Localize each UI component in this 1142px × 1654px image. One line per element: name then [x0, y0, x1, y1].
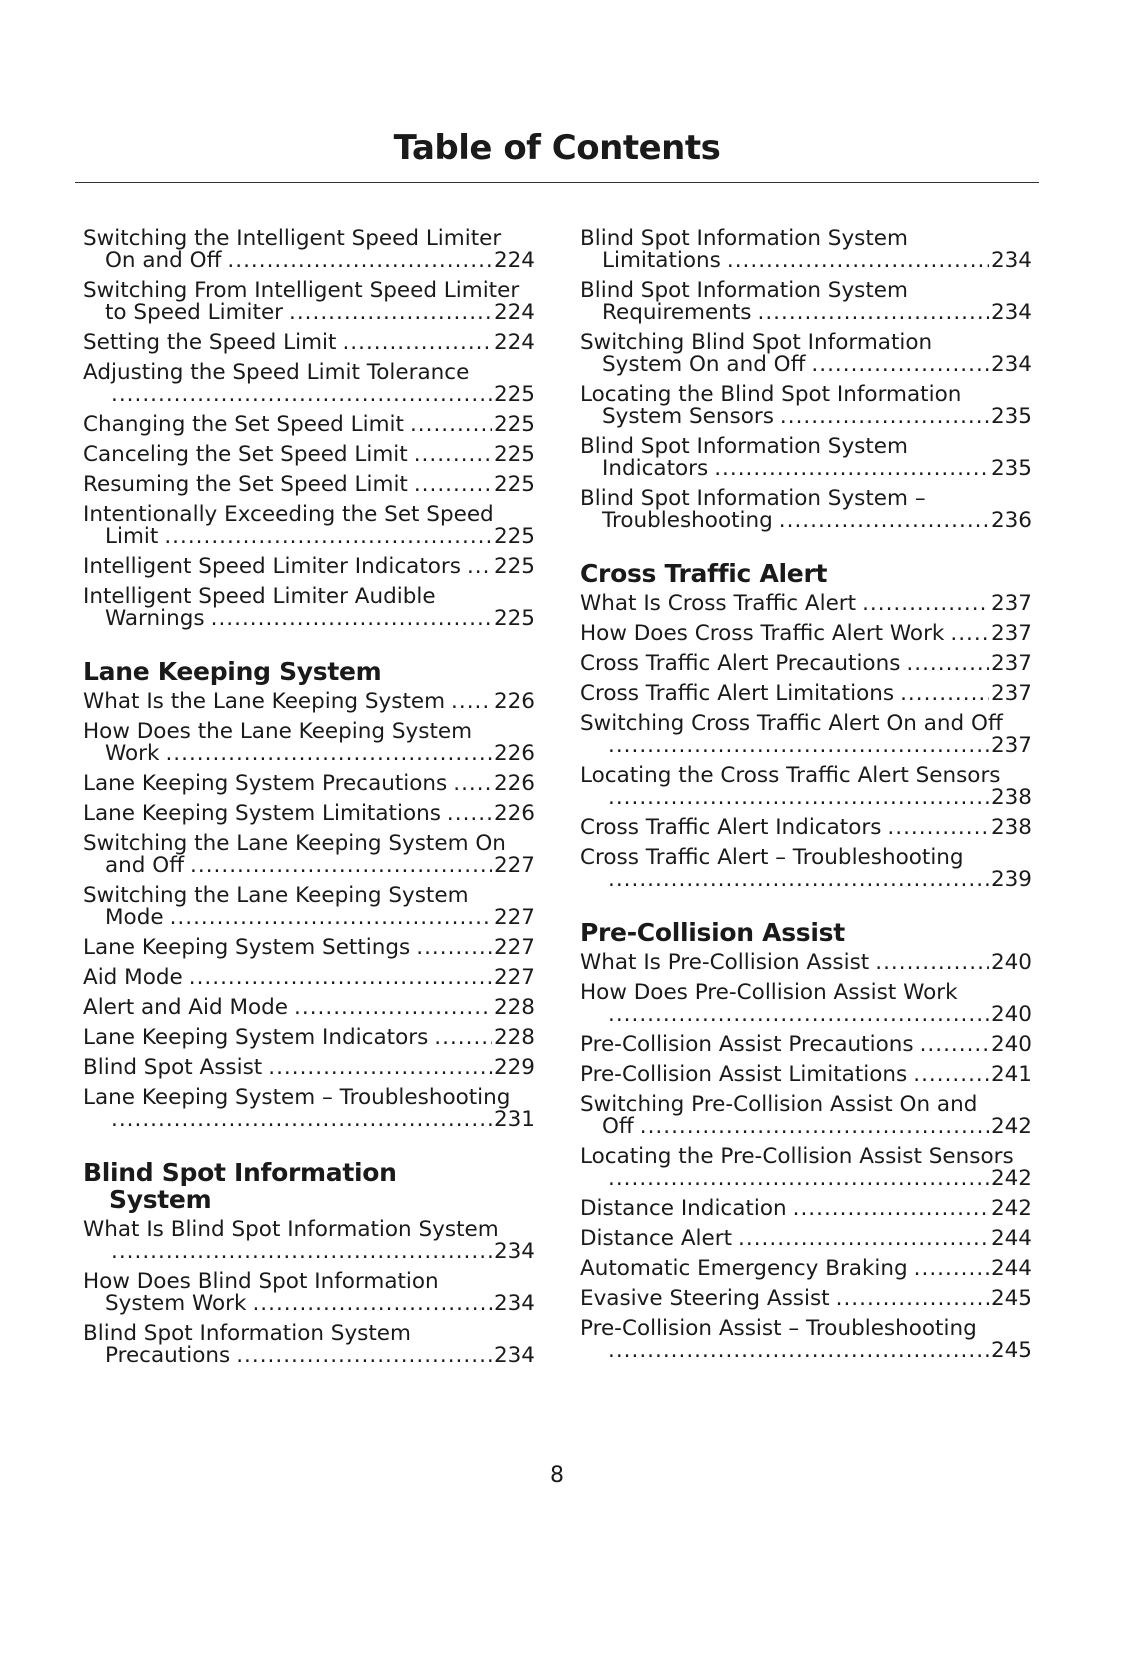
toc-entry-continuation — [580, 869, 1032, 891]
toc-entry[interactable] — [580, 713, 1032, 757]
toc-entry-title-continued: Work — [105, 741, 160, 766]
toc-entry[interactable] — [580, 1064, 1032, 1086]
toc-entry-title: Blind Spot Information System — [83, 1321, 411, 1346]
toc-entry-title: What Is Blind Spot Information System — [83, 1217, 499, 1242]
toc-entry-continuation — [580, 1004, 1032, 1026]
toc-entry-title: How Does the Lane Keeping System — [83, 719, 473, 744]
toc-entry[interactable] — [83, 362, 535, 406]
toc-entry-continuation — [580, 354, 1032, 376]
toc-entry-title-continued: System On and Off — [602, 352, 806, 377]
toc-entry-page: 225 — [493, 442, 535, 467]
toc-entry-title: Automatic Emergency Braking — [580, 1256, 908, 1281]
dot-leader — [757, 302, 988, 324]
dot-leader — [467, 556, 492, 578]
dot-leader — [170, 907, 492, 929]
toc-entry-page: 226 — [493, 801, 535, 826]
toc-entry-title: Switching the Intelligent Speed Limiter — [83, 226, 502, 251]
toc-entry-page: 235 — [990, 404, 1032, 429]
toc-entry[interactable] — [83, 1027, 535, 1049]
section-heading-lane-keeping: Lane Keeping System — [83, 657, 382, 686]
dot-leader — [906, 653, 989, 675]
toc-entry-page: 225 — [493, 412, 535, 437]
toc-entry-page: 245 — [990, 1338, 1032, 1363]
toc-entry-title: Lane Keeping System Settings — [83, 935, 411, 960]
title-divider — [75, 182, 1039, 183]
toc-entry-title: Lane Keeping System Precautions — [83, 771, 448, 796]
toc-entry-title: Switching Cross Traffic Alert On and Off — [580, 711, 1003, 736]
toc-entry[interactable] — [83, 332, 535, 354]
dot-leader — [608, 1340, 989, 1362]
toc-entry-page: 234 — [493, 1239, 535, 1264]
toc-entry-title: Intentionally Exceeding the Set Speed — [83, 502, 494, 527]
toc-entry-page: 225 — [493, 472, 535, 497]
toc-entry-page: 234 — [990, 352, 1032, 377]
toc-entry[interactable] — [83, 280, 535, 324]
toc-entry[interactable] — [83, 556, 535, 578]
toc-entry-title: Blind Spot Information System — [580, 226, 908, 251]
toc-entry[interactable] — [83, 721, 535, 765]
dot-leader — [793, 1198, 989, 1220]
toc-entry[interactable] — [580, 653, 1032, 675]
toc-entry-page: 237 — [990, 621, 1032, 646]
dot-leader — [211, 608, 492, 630]
toc-entry[interactable] — [580, 488, 1032, 532]
toc-entry-title: Blind Spot Information System — [580, 278, 908, 303]
toc-entry[interactable] — [580, 228, 1032, 272]
dot-leader — [780, 406, 989, 428]
toc-entry[interactable] — [580, 765, 1032, 809]
toc-entry[interactable] — [580, 1094, 1032, 1138]
toc-entry-continuation — [83, 743, 535, 765]
toc-entry-title-continued: System Sensors — [602, 404, 774, 429]
toc-entry[interactable] — [83, 967, 535, 989]
toc-entry-continuation — [83, 526, 535, 548]
toc-group — [580, 228, 1032, 532]
toc-entry[interactable] — [83, 803, 535, 825]
toc-entry[interactable] — [83, 691, 535, 713]
toc-entry-continuation — [83, 1345, 535, 1367]
toc-entry-title: Locating the Cross Traffic Alert Sensors — [580, 763, 1001, 788]
toc-entry-continuation — [580, 250, 1032, 272]
toc-entry-title: Canceling the Set Speed Limit — [83, 442, 408, 467]
dot-leader — [165, 743, 492, 765]
dot-leader — [608, 1004, 989, 1026]
toc-entry-continuation — [83, 1293, 535, 1315]
toc-entry-title-continued: System Work — [105, 1291, 247, 1316]
toc-entry-continuation — [580, 510, 1032, 532]
toc-entry-continuation — [580, 458, 1032, 480]
toc-entry-page: 226 — [493, 741, 535, 766]
toc-entry-page: 240 — [990, 950, 1032, 975]
toc-entry-title: Blind Spot Information System — [580, 434, 908, 459]
dot-leader — [608, 787, 989, 809]
dot-leader — [268, 1057, 492, 1079]
toc-entry-title-continued: Limit — [105, 524, 159, 549]
toc-group — [83, 228, 535, 630]
toc-entry-page: 242 — [990, 1114, 1032, 1139]
toc-entry[interactable] — [580, 683, 1032, 705]
dot-leader — [416, 937, 492, 959]
toc-entry-title-continued: and Off — [105, 853, 185, 878]
toc-entry[interactable] — [580, 280, 1032, 324]
toc-entry-page: 245 — [990, 1286, 1032, 1311]
toc-entry[interactable] — [83, 586, 535, 630]
dot-leader — [342, 332, 491, 354]
toc-column-left — [83, 228, 535, 1375]
toc-entry-title: Lane Keeping System Limitations — [83, 801, 441, 826]
dot-leader — [451, 691, 492, 713]
toc-entry[interactable] — [580, 1198, 1032, 1220]
toc-entry-page: 238 — [990, 785, 1032, 810]
toc-entry-title: Cross Traffic Alert Precautions — [580, 651, 901, 676]
toc-entry[interactable] — [580, 623, 1032, 645]
toc-entry[interactable] — [83, 474, 535, 496]
toc-entry[interactable] — [580, 1318, 1032, 1362]
dot-leader — [950, 623, 989, 645]
toc-entry-title: How Does Cross Traffic Alert Work — [580, 621, 945, 646]
toc-entry-page: 226 — [493, 771, 535, 796]
dot-leader — [714, 458, 989, 480]
toc-entry[interactable] — [83, 833, 535, 877]
toc-entry-page: 227 — [493, 935, 535, 960]
toc-entry[interactable] — [83, 1219, 535, 1263]
section-heading-pre-collision-assist: Pre-Collision Assist — [580, 918, 845, 947]
toc-entry-title: Intelligent Speed Limiter Audible — [83, 584, 436, 609]
toc-entry-title-continued: Limitations — [602, 248, 721, 273]
toc-entry-title: How Does Blind Spot Information — [83, 1269, 439, 1294]
dot-leader — [447, 803, 492, 825]
toc-entry-title-continued: Indicators — [602, 456, 709, 481]
toc-entry-page: 244 — [990, 1226, 1032, 1251]
toc-entry-page: 226 — [493, 689, 535, 714]
toc-entry-title: Cross Traffic Alert Indicators — [580, 815, 882, 840]
toc-entry-page: 224 — [493, 248, 535, 273]
toc-entry-continuation — [580, 302, 1032, 324]
dot-leader — [453, 773, 492, 795]
toc-entry[interactable] — [580, 1146, 1032, 1190]
toc-entry-title: Switching Pre-Collision Assist On and — [580, 1092, 978, 1117]
toc-entry[interactable] — [580, 384, 1032, 428]
toc-entry[interactable] — [83, 937, 535, 959]
toc-entry-page: 244 — [990, 1256, 1032, 1281]
dot-leader — [608, 869, 989, 891]
section-heading-cross-traffic-alert: Cross Traffic Alert — [580, 559, 828, 588]
toc-entry-title: Alert and Aid Mode — [83, 995, 289, 1020]
toc-entry-page: 235 — [990, 456, 1032, 481]
dot-leader — [738, 1228, 989, 1250]
toc-entry-continuation — [83, 1241, 535, 1263]
toc-entry-title-continued: to Speed Limiter — [105, 300, 284, 325]
toc-entry[interactable] — [83, 504, 535, 548]
toc-entry-title: Locating the Blind Spot Information — [580, 382, 962, 407]
toc-entry[interactable] — [580, 436, 1032, 480]
toc-entry-page: 231 — [493, 1107, 535, 1132]
toc-entry-page: 237 — [990, 681, 1032, 706]
toc-entry-title: Evasive Steering Assist — [580, 1286, 830, 1311]
toc-entry[interactable] — [83, 414, 535, 436]
toc-column-right — [580, 228, 1032, 1370]
toc-entry[interactable] — [580, 1258, 1032, 1280]
dot-leader — [189, 967, 492, 989]
toc-entry-continuation — [83, 907, 535, 929]
toc-entry-page: 240 — [990, 1032, 1032, 1057]
dot-leader — [608, 1168, 989, 1190]
toc-entry-continuation — [580, 735, 1032, 757]
toc-entry-continuation — [83, 608, 535, 630]
dot-leader — [111, 1109, 492, 1131]
dot-leader — [294, 997, 492, 1019]
toc-entry[interactable] — [83, 773, 535, 795]
toc-entry-page: 238 — [990, 815, 1032, 840]
dot-leader — [875, 952, 989, 974]
toc-group — [83, 691, 535, 1131]
toc-entry-page: 237 — [990, 733, 1032, 758]
toc-entry-title: Distance Indication — [580, 1196, 787, 1221]
toc-entry-title: Pre-Collision Assist Limitations — [580, 1062, 908, 1087]
dot-leader — [190, 855, 492, 877]
toc-entry-title: Locating the Pre-Collision Assist Sensors — [580, 1144, 1014, 1169]
toc-entry-title: Lane Keeping System – Troubleshooting — [83, 1085, 511, 1110]
toc-entry-title-continued: Warnings — [105, 606, 205, 631]
toc-entry-title: How Does Pre-Collision Assist Work — [580, 980, 958, 1005]
toc-entry-page: 237 — [990, 591, 1032, 616]
toc-entry-continuation — [580, 787, 1032, 809]
dot-leader — [608, 735, 989, 757]
toc-entry-title: Blind Spot Information System – — [580, 486, 926, 511]
toc-entry-continuation — [83, 1109, 535, 1131]
toc-entry-continuation — [580, 1340, 1032, 1362]
toc-entry[interactable] — [83, 1087, 535, 1131]
toc-entry[interactable] — [580, 1034, 1032, 1056]
toc-entry-title: Switching From Intelligent Speed Limiter — [83, 278, 520, 303]
dot-leader — [111, 1241, 492, 1263]
toc-entry-title: Switching the Lane Keeping System — [83, 883, 469, 908]
toc-entry[interactable] — [580, 593, 1032, 615]
dot-leader — [640, 1116, 989, 1138]
toc-entry-page: 234 — [493, 1291, 535, 1316]
toc-entry-title: Cross Traffic Alert – Troubleshooting — [580, 845, 964, 870]
dot-leader — [410, 414, 492, 436]
dot-leader — [836, 1288, 989, 1310]
toc-entry[interactable] — [83, 885, 535, 929]
dot-leader — [434, 1027, 492, 1049]
toc-entry-title-continued: Mode — [105, 905, 164, 930]
toc-entry[interactable] — [83, 1323, 535, 1367]
dot-leader — [862, 593, 989, 615]
toc-entry[interactable] — [580, 847, 1032, 891]
toc-entry-page: 228 — [493, 995, 535, 1020]
dot-leader — [811, 354, 989, 376]
toc-entry-page: 241 — [990, 1062, 1032, 1087]
dot-leader — [887, 817, 989, 839]
toc-entry[interactable] — [83, 997, 535, 1019]
toc-entry-page: 234 — [990, 248, 1032, 273]
toc-group — [580, 593, 1032, 891]
toc-entry-page: 242 — [990, 1196, 1032, 1221]
toc-entry-continuation — [580, 406, 1032, 428]
dot-leader — [414, 444, 492, 466]
dot-leader — [227, 250, 492, 272]
toc-entry-title: What Is Pre-Collision Assist — [580, 950, 870, 975]
toc-entry-continuation — [580, 1116, 1032, 1138]
dot-leader — [414, 474, 492, 496]
toc-entry-page: 224 — [493, 330, 535, 355]
dot-leader — [914, 1258, 989, 1280]
toc-entry-title: Pre-Collision Assist Precautions — [580, 1032, 914, 1057]
toc-entry-page: 242 — [990, 1166, 1032, 1191]
toc-entry-title: Pre-Collision Assist – Troubleshooting — [580, 1316, 977, 1341]
dot-leader — [252, 1293, 492, 1315]
dot-leader — [111, 384, 492, 406]
dot-leader — [779, 510, 989, 532]
toc-entry-page: 237 — [990, 651, 1032, 676]
toc-entry-continuation — [83, 250, 535, 272]
dot-leader — [289, 302, 492, 324]
toc-entry-page: 239 — [990, 867, 1032, 892]
toc-entry-title-continued: Precautions — [105, 1343, 231, 1368]
toc-entry-continuation — [83, 855, 535, 877]
toc-entry[interactable] — [580, 982, 1032, 1026]
toc-entry-title: What Is the Lane Keeping System — [83, 689, 446, 714]
toc-entry-page: 229 — [493, 1055, 535, 1080]
dot-leader — [236, 1345, 492, 1367]
dot-leader — [913, 1064, 989, 1086]
toc-entry-page: 225 — [493, 382, 535, 407]
toc-entry-title-continued: Off — [602, 1114, 634, 1139]
toc-entry[interactable] — [580, 1288, 1032, 1310]
toc-entry-page: 228 — [493, 1025, 535, 1050]
toc-entry-title: Resuming the Set Speed Limit — [83, 472, 408, 497]
toc-entry-title: Changing the Set Speed Limit — [83, 412, 404, 437]
toc-entry-title: Blind Spot Assist — [83, 1055, 263, 1080]
section-heading-blind-spot — [83, 1159, 535, 1213]
toc-entry[interactable] — [580, 952, 1032, 974]
toc-entry-page: 236 — [990, 508, 1032, 533]
toc-entry[interactable] — [580, 817, 1032, 839]
toc-entry-title: Setting the Speed Limit — [83, 330, 337, 355]
toc-entry-page: 224 — [493, 300, 535, 325]
toc-entry-page: 227 — [493, 853, 535, 878]
heading-line: System — [109, 1185, 212, 1214]
toc-entry-title: Switching Blind Spot Information — [580, 330, 933, 355]
toc-entry[interactable] — [580, 332, 1032, 376]
toc-entry[interactable] — [83, 1271, 535, 1315]
dot-leader — [920, 1034, 989, 1056]
toc-entry-title: Adjusting the Speed Limit Tolerance — [83, 360, 470, 385]
toc-group — [83, 1219, 535, 1367]
toc-entry-page: 225 — [493, 524, 535, 549]
dot-leader — [164, 526, 492, 548]
toc-entry-title: Lane Keeping System Indicators — [83, 1025, 429, 1050]
toc-entry[interactable] — [83, 444, 535, 466]
toc-entry-title: Distance Alert — [580, 1226, 733, 1251]
toc-entry-page: 225 — [493, 606, 535, 631]
toc-entry[interactable] — [83, 228, 535, 272]
dot-leader — [900, 683, 989, 705]
toc-entry-page: 234 — [990, 300, 1032, 325]
toc-entry-title: Switching the Lane Keeping System On — [83, 831, 506, 856]
toc-entry-title-continued: On and Off — [105, 248, 222, 273]
toc-entry-page: 234 — [493, 1343, 535, 1368]
toc-entry-page: 227 — [493, 905, 535, 930]
toc-entry-title-continued: Requirements — [602, 300, 752, 325]
toc-entry-title: Intelligent Speed Limiter Indicators — [83, 554, 461, 579]
page-title: Table of Contents — [393, 128, 721, 168]
dot-leader — [727, 250, 989, 272]
toc-entry-page: 227 — [493, 965, 535, 990]
toc-entry-continuation — [83, 302, 535, 324]
toc-entry[interactable] — [580, 1228, 1032, 1250]
toc-entry-title: Aid Mode — [83, 965, 183, 990]
page-number: 8 — [550, 1463, 564, 1488]
toc-entry-continuation — [83, 384, 535, 406]
toc-entry-title-continued: Troubleshooting — [602, 508, 773, 533]
toc-entry-continuation — [580, 1168, 1032, 1190]
heading-line: Blind Spot Information — [83, 1158, 397, 1187]
toc-entry-title: Cross Traffic Alert Limitations — [580, 681, 895, 706]
toc-entry-page: 240 — [990, 1002, 1032, 1027]
toc-entry[interactable] — [83, 1057, 535, 1079]
toc-entry-title: What Is Cross Traffic Alert — [580, 591, 857, 616]
toc-entry-page: 225 — [493, 554, 535, 579]
toc-group — [580, 952, 1032, 1362]
